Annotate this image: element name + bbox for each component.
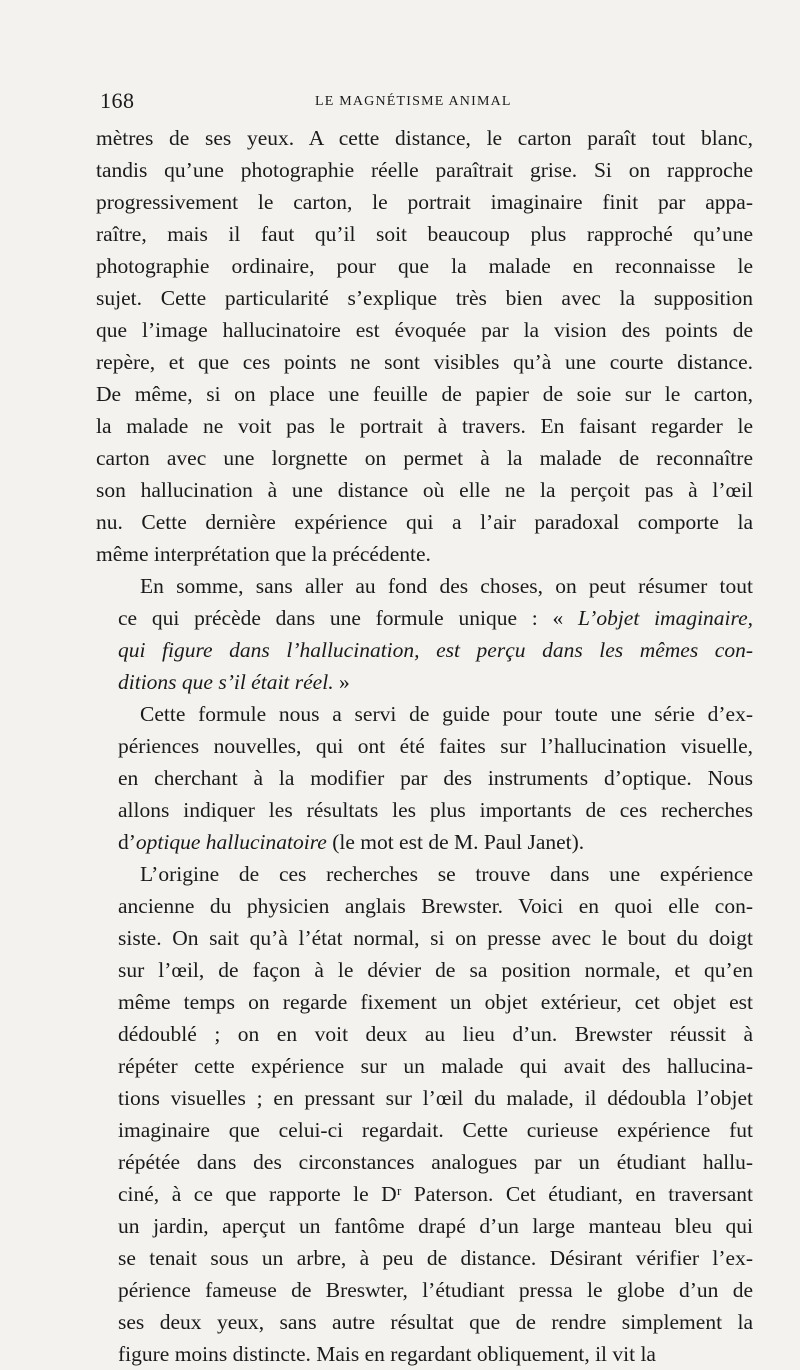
- text-line: répéter cette expérience sur un malade qui avait des hallucina-: [118, 1054, 753, 1078]
- text-line: siste. On sait qu’à l’état normal, si on presse avec le bout du doigt: [118, 926, 753, 950]
- page-header: [100, 88, 752, 118]
- text-line: la malade ne voit pas le portrait à travers. En faisant regarder le: [96, 414, 753, 438]
- text-line: sujet. Cette particularité s’explique très bien avec la supposition: [96, 286, 753, 310]
- text-line: ancienne du physicien anglais Brewster. Voici en quoi elle con-: [118, 894, 753, 918]
- text-line: un jardin, aperçut un fantôme drapé d’un large manteau bleu qui: [118, 1214, 753, 1238]
- page-number: 168: [100, 88, 135, 113]
- text-line: se tenait sous un arbre, à peu de distance. Désirant vérifier l’ex-: [118, 1246, 753, 1270]
- text-line: repère, et que ces points ne sont visibles qu’à une courte distance.: [96, 350, 753, 374]
- text-line: dédoublé ; on en voit deux au lieu d’un. Brewster réussit à: [118, 1022, 753, 1046]
- text-line: sur l’œil, de façon à le dévier de sa position normale, et qu’en: [118, 958, 753, 982]
- text-line: que l’image hallucinatoire est évoquée par la vision des points de: [96, 318, 753, 342]
- text-line: raître, mais il faut qu’il soit beaucoup plus rapproché qu’une: [96, 222, 753, 246]
- text-line: photographie ordinaire, pour que la malade en reconnaisse le: [96, 254, 753, 278]
- text-line: progressivement le carton, le portrait imaginaire finit par appa-: [96, 190, 753, 214]
- text-line: son hallucination à une distance où elle ne la perçoit pas à l’œil: [96, 478, 753, 502]
- paragraph: [96, 570, 753, 698]
- paragraph: [96, 698, 753, 858]
- text-line: allons indiquer les résultats les plus importants de ces recherches: [118, 798, 753, 822]
- text-line: même temps on regarde fixement un objet extérieur, cet objet est: [118, 990, 753, 1014]
- text-line: ses deux yeux, sans autre résultat que de rendre simplement la: [118, 1310, 753, 1334]
- text-line: mètres de ses yeux. A cette distance, le carton paraît tout blanc,: [96, 126, 753, 150]
- body-text: [96, 122, 753, 1370]
- text-line: figure moins distincte. Mais en regardant obliquement, il vit la: [118, 1342, 656, 1366]
- text-line: ciné, à ce que rapporte le Dʳ Paterson. Cet étudiant, en traversant: [118, 1182, 753, 1206]
- text-line: périences nouvelles, qui ont été faites sur l’hallucination visuelle,: [118, 734, 753, 758]
- text-line: Cette formule nous a servi de guide pour toute une série d’ex-: [140, 702, 753, 726]
- text-line: nu. Cette dernière expérience qui a l’air paradoxal comporte la: [96, 510, 753, 534]
- paragraph: [96, 858, 753, 1370]
- running-head: LE MAGNÉTISME ANIMAL: [315, 94, 512, 109]
- text-line: L’origine de ces recherches se trouve dans une expérience: [140, 862, 753, 886]
- text-line: De même, si on place une feuille de papier de soie sur le carton,: [96, 382, 753, 406]
- text-line: ce qui précède dans une formule unique : « L’objet imaginaire,: [118, 606, 754, 630]
- text-line: carton avec une lorgnette on permet à la malade de reconnaître: [96, 446, 753, 470]
- paragraph: [96, 122, 753, 570]
- text-line: tandis qu’une photographie réelle paraîtrait grise. Si on rapproche: [96, 158, 753, 182]
- text-line: ditions que s’il était réel. »: [118, 670, 350, 694]
- text-line: répétée dans des circonstances analogues par un étudiant hallu-: [118, 1150, 753, 1174]
- text-line: En somme, sans aller au fond des choses, on peut résumer tout: [140, 574, 753, 598]
- text-line: périence fameuse de Breswter, l’étudiant pressa le globe d’un de: [118, 1278, 753, 1302]
- text-line: d’optique hallucinatoire (le mot est de M. Paul Janet).: [118, 830, 585, 854]
- text-line: qui figure dans l’hallucination, est perçu dans les mêmes con-: [118, 638, 753, 662]
- text-line: en cherchant à la modifier par des instruments d’optique. Nous: [118, 766, 753, 790]
- text-line: tions visuelles ; en pressant sur l’œil du malade, il dédoubla l’objet: [118, 1086, 753, 1110]
- text-line: même interprétation que la précédente.: [96, 542, 431, 566]
- text-line: imaginaire que celui-ci regardait. Cette curieuse expérience fut: [118, 1118, 753, 1142]
